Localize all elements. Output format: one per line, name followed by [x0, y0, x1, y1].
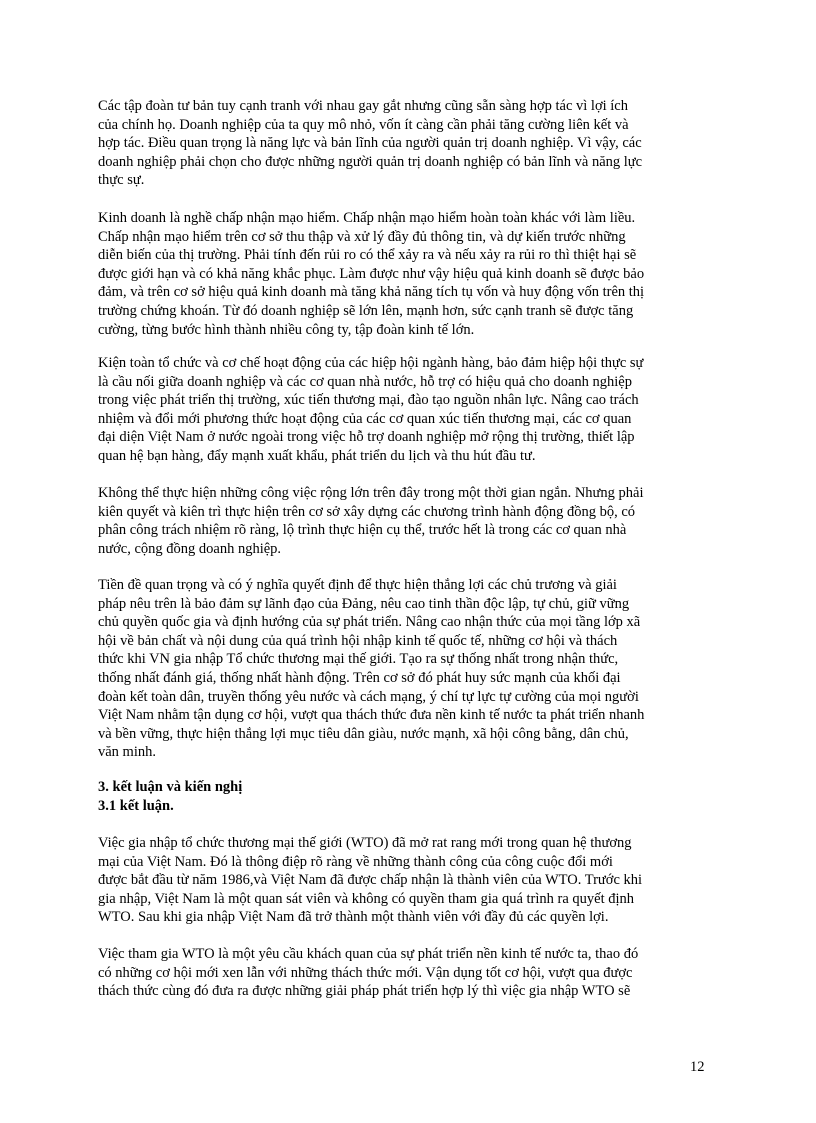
text-line: hợp tác. Điều quan trọng là năng lực và bản lĩnh của người quản trị doanh nghiệp. Vì vậy, các: [98, 135, 642, 152]
text-line: nhiệm và đổi mới phương thức hoạt động của các cơ quan xúc tiến thương mại, các cơ quan: [98, 410, 632, 427]
text-line: quan hệ bạn hàng, đẩy mạnh xuất khẩu, phát triển du lịch và thu hút đầu tư.: [98, 447, 536, 464]
text-line: trường chứng khoán. Từ đó doanh nghiệp sẽ lớn lên, mạnh hơn, sức cạnh tranh sẽ được tăng: [98, 302, 634, 319]
paragraph-cooperation: [98, 97, 728, 190]
text-line: thực sự.: [98, 172, 145, 189]
text-line: Các tập đoàn tư bản tuy cạnh tranh với nhau gay gắt nhưng cũng sẵn sàng hợp tác vì lợi ích: [98, 98, 628, 114]
text-line: của chính họ. Doanh nghiệp của ta quy mô nhỏ, vốn ít càng cần phải tăng cường liên kết và: [98, 116, 629, 133]
section-heading: 3. kết luận và kiến nghị: [98, 779, 243, 795]
text-line: diễn biến của thị trường. Phải tính đến rủi ro có thể xảy ra và nếu xảy ra rủi ro thì thiệt hại sẽ: [98, 247, 637, 264]
page-number: 12: [690, 1059, 705, 1075]
paragraph-risk: [98, 209, 728, 339]
subsection-heading: 3.1 kết luận.: [98, 798, 174, 814]
paragraph-wto-accession: [98, 834, 728, 927]
text-line: nước, cộng đồng doanh nghiệp.: [98, 540, 282, 557]
text-line: được bắt đầu từ năm 1986,và Việt Nam đã được chấp nhận là thành viên của WTO. Trước khi: [98, 872, 643, 889]
text-line: kiên quyết và kiên trì thực hiện trên cơ sở xây dựng các chương trình hành động đồng bộ, có: [98, 503, 636, 520]
paragraph-implementation: [98, 484, 728, 558]
text-line: và bền vững, thực hiện thắng lợi mục tiêu dân giàu, nước mạnh, xã hội công bằng, dân chủ,: [98, 725, 629, 742]
text-line: văn minh.: [98, 744, 156, 761]
text-line: mại của Việt Nam. Đó là thông điệp rõ ràng về những thành công của công cuộc đổi mới: [98, 853, 613, 870]
text-line: trong việc phát triển thị trường, xúc tiến thương mại, đào tạo nguồn nhân lực. Nâng cao trách: [98, 392, 639, 409]
text-line: WTO. Sau khi gia nhập Việt Nam đã trở thành một thành viên với đầy đủ các quyền lợi.: [98, 909, 609, 926]
text-line: có những cơ hội mới xen lẫn với những thách thức mới. Vận dụng tốt cơ hội, vượt qua được: [98, 964, 633, 981]
text-line: gia nhập, Việt Nam là một quan sát viên và không có quyền tham gia quá trình ra quyết định: [98, 890, 635, 907]
text-line: thách thức cùng đó đưa ra được những giải pháp phát triển hợp lý thì việc gia nhập WTO sẽ: [98, 983, 631, 1000]
text-line: đại diện Việt Nam ở nước ngoài trong việc hỗ trợ doanh nghiệp mở rộng thị trường, thiết lập: [98, 429, 635, 446]
text-line: pháp nêu trên là bảo đảm sự lãnh đạo của Đảng, nêu cao tinh thần độc lập, tự chủ, giữ vững: [98, 595, 630, 612]
paragraph-wto-requirement: [98, 945, 728, 1001]
text-line: thống nhất đánh giá, thống nhất hành động. Trên cơ sở đó phát huy sức mạnh của khối đại: [98, 669, 621, 686]
text-line: đoàn kết toàn dân, truyền thống yêu nước và cách mạng, ý chí tự lực tự cường của mọi người: [98, 688, 639, 705]
paragraph-associations: [98, 354, 728, 466]
text-line: chủ quyền quốc gia và định hướng của sự phát triển. Nâng cao nhận thức của mọi tầng lớp xã: [98, 614, 641, 631]
text-line: cường, từng bước hình thành nhiều công ty, tập đoàn kinh tế lớn.: [98, 321, 475, 338]
text-line: Kinh doanh là nghề chấp nhận mạo hiểm. Chấp nhận mạo hiểm hoàn toàn khác với làm liều.: [98, 210, 636, 226]
paragraph-premise: [98, 576, 728, 762]
text-line: thức khi VN gia nhập Tổ chức thương mại thế giới. Tạo ra sự thống nhất trong nhận thức,: [98, 651, 619, 668]
text-line: Chấp nhận mạo hiểm trên cơ sở thu thập và xử lý đầy đủ thông tin, và dự kiến trước những: [98, 228, 626, 245]
text-line: Tiền đề quan trọng và có ý nghĩa quyết định để thực hiện thắng lợi các chủ trương và giải: [98, 577, 617, 593]
text-line: phân công trách nhiệm rõ ràng, lộ trình thực hiện cụ thể, trước hết là trong các cơ quan nhà: [98, 522, 627, 539]
text-line: Việt Nam nhằm tận dụng cơ hội, vượt qua thách thức đưa nền kinh tế nước ta phát triển nhanh: [98, 707, 645, 724]
text-line: Không thể thực hiện những công việc rộng lớn trên đây trong một thời gian ngắn. Nhưng phải: [98, 485, 644, 501]
text-line: Việc tham gia WTO là một yêu cầu khách quan của sự phát triển nền kinh tế nước ta, thao đó: [98, 946, 639, 962]
text-line: là cầu nối giữa doanh nghiệp và các cơ quan nhà nước, hỗ trợ có hiệu quả cho doanh nghiệp: [98, 373, 632, 390]
text-line: đảm, và trên cơ sở hiệu quả kinh doanh mà tăng khả năng tích tụ vốn và huy động vốn trên thị: [98, 284, 645, 301]
text-line: Kiện toàn tổ chức và cơ chế hoạt động của các hiệp hội ngành hàng, bảo đảm hiệp hội thực sự: [98, 355, 644, 371]
text-line: hội về bản chất và nội dung của quá trình hội nhập kinh tế quốc tế, những cơ hội và thách: [98, 632, 618, 649]
text-line: doanh nghiệp phải chọn cho được những người quản trị doanh nghiệp có bản lĩnh và năng lực: [98, 153, 643, 170]
text-line: được giới hạn và có khả năng khắc phục. Làm được như vậy hiệu quả kinh doanh sẽ được bảo: [98, 265, 645, 282]
text-line: Việc gia nhập tổ chức thương mại thế giới (WTO) đã mở rat rang mới trong quan hệ thương: [98, 835, 632, 851]
